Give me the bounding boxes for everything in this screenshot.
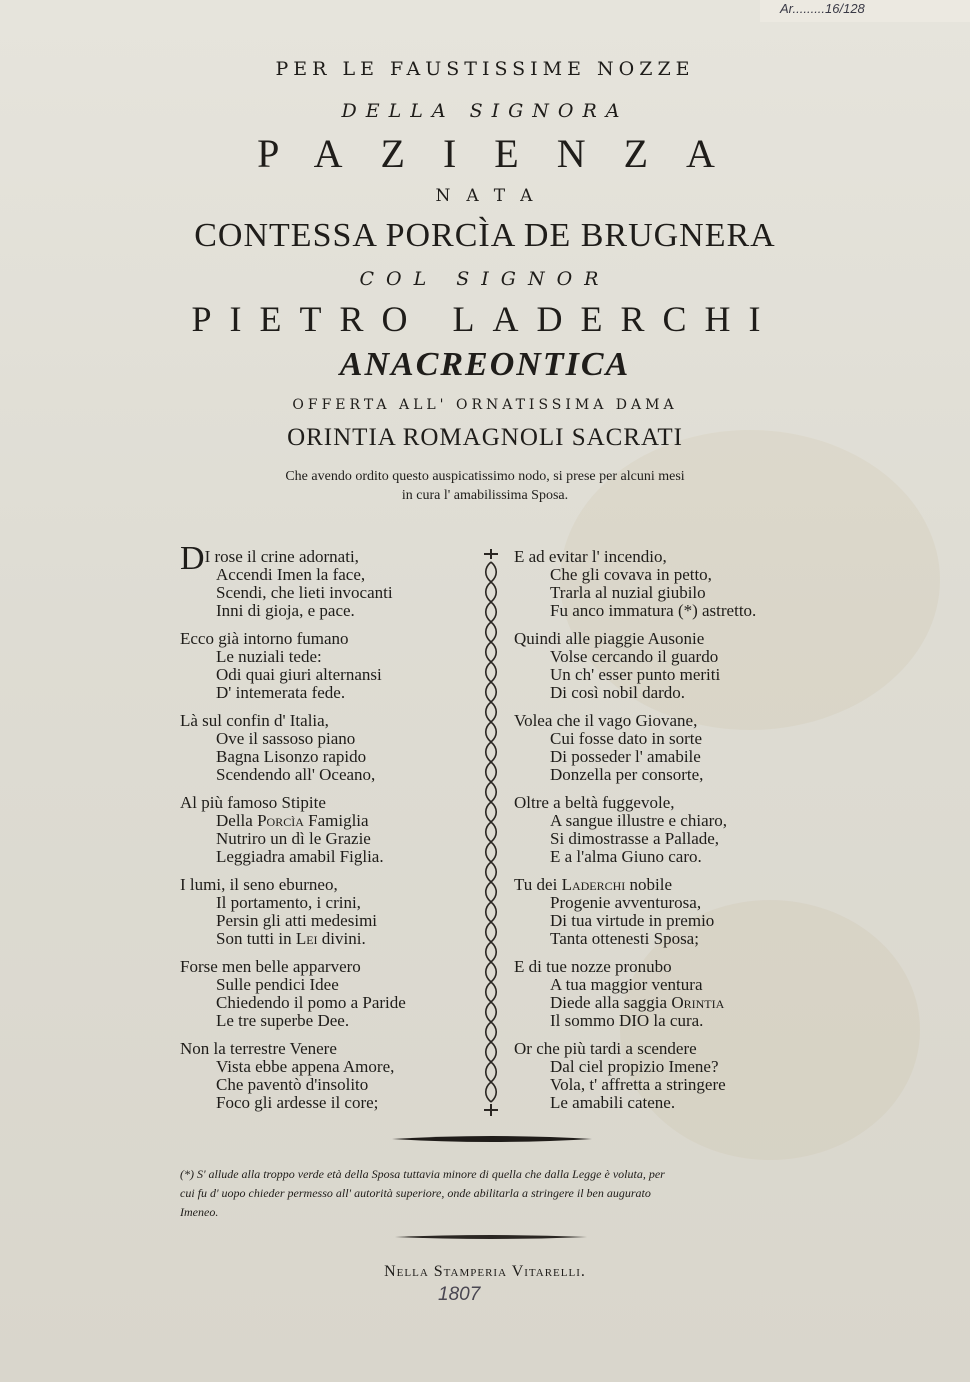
- verse-line: A sangue illustre e chiaro,: [550, 811, 728, 830]
- swell-rule: [395, 1232, 587, 1242]
- verse-line: Cui fosse dato in sorte: [550, 729, 703, 748]
- verse-line: Il sommo DIO la cura.: [550, 1011, 704, 1030]
- verse-line: Che paventò d'insolito: [216, 1075, 369, 1094]
- verse-line: Quindi alle piaggie Ausonie: [514, 629, 705, 648]
- title-line-2: DELLA SIGNORA: [341, 100, 629, 122]
- stanza: [180, 794, 470, 876]
- printer-imprint: Nella Stamperia Vitarelli.: [384, 1263, 586, 1280]
- verse-line: Inni di gioja, e pace.: [216, 601, 355, 620]
- stanza: [514, 630, 814, 712]
- verse-line: Le tre superbe Dee.: [216, 1011, 350, 1030]
- title-line-col-signor: COL SIGNOR: [359, 268, 611, 290]
- verse-line: Persin gli atti medesimi: [216, 911, 378, 930]
- verse-line: E di tue nozze pronubo: [514, 957, 672, 976]
- verse-line: Chiedendo il pomo a Paride: [216, 993, 406, 1012]
- verse-line: Il portamento, i crini,: [216, 893, 361, 912]
- handwritten-date: 1807: [438, 1284, 481, 1305]
- chain-ornament-divider: [480, 548, 502, 1118]
- dedicatee-name-inline: Orintia: [671, 993, 725, 1012]
- footnote-line: Imeneo.: [180, 1205, 219, 1219]
- verse-line: Donzella per consorte,: [550, 765, 704, 784]
- verse-line: Volse cercando il guardo: [550, 647, 719, 666]
- verse-line: Tanta ottenesti Sposa;: [550, 929, 699, 948]
- verse-line: Di tua virtude in premio: [550, 911, 715, 930]
- dedicatee-name: ORINTIA ROMAGNOLI SACRATI: [287, 424, 683, 451]
- stanza: [180, 958, 470, 1040]
- dedication-line-1: Che avendo ordito questo auspicatissimo nodo, si prese per alcuni mesi: [285, 469, 685, 484]
- poem-column-left: [180, 540, 470, 1122]
- verse-line: A tua maggior ventura: [550, 975, 703, 994]
- footnote: [180, 1165, 800, 1222]
- verse-line: Le nuziali tede:: [216, 647, 322, 666]
- verse-line: Volea che il vago Giovane,: [514, 711, 698, 730]
- footnote-line: (*) S' allude alla troppo verde età della Sposa tuttavia minore di quella che dalla Legge è voluta, per: [180, 1167, 665, 1181]
- verse-line: Le amabili catene.: [550, 1093, 676, 1112]
- verse-line: Tu dei Laderchi nobile: [514, 875, 673, 894]
- stanza: [180, 1040, 470, 1122]
- poem-genre: ANACREONTICA: [339, 346, 631, 383]
- verse-line: D' intemerata fede.: [216, 683, 346, 702]
- stanza: [514, 712, 814, 794]
- verse-line: Sulle pendici Idee: [216, 975, 339, 994]
- verse-line: Di così nobil dardo.: [550, 683, 686, 702]
- family-name: Porcìa: [257, 811, 304, 830]
- verse-line: Nutriro un dì le Grazie: [216, 829, 371, 848]
- verse-line: Dal ciel propizio Imene?: [550, 1057, 719, 1076]
- title-line-1: PER LE FAUSTISSIME NOZZE: [275, 58, 695, 80]
- dedication-line-2: in cura l' amabilissima Sposa.: [401, 488, 569, 503]
- verse-line: Foco gli ardesse il core;: [216, 1093, 379, 1112]
- verse-line: Si dimostrasse a Pallade,: [550, 829, 720, 848]
- footnote-line: cui fu d' uopo chieder permesso all' autorità superiore, onde abilitarla a stringere il ben augurato: [180, 1186, 651, 1200]
- verse-line: Progenie avventurosa,: [550, 893, 702, 912]
- verse-line: Ecco già intorno fumano: [180, 629, 349, 648]
- drop-cap: D: [180, 540, 205, 577]
- verse-line: Oltre a beltà fuggevole,: [514, 793, 675, 812]
- verse-line: Ove il sassoso piano: [216, 729, 356, 748]
- stanza: [514, 958, 814, 1040]
- offering-line: OFFERTA ALL' ORNATISSIMA DAMA: [292, 397, 678, 413]
- verse-line: Or che più tardi a scendere: [514, 1039, 697, 1058]
- family-name: Laderchi: [561, 875, 626, 894]
- archive-note: Ar.........16/128: [760, 0, 970, 22]
- verse-line: Un ch' esser punto meriti: [550, 665, 721, 684]
- stanza: [180, 712, 470, 794]
- ornamental-rule: [392, 1133, 592, 1145]
- emphasis-lei: Lei: [295, 929, 318, 948]
- verse-line: Forse men belle apparvero: [180, 957, 361, 976]
- verse-line: Scendi, che lieti invocanti: [216, 583, 393, 602]
- stanza: [514, 1040, 814, 1122]
- verse-line: Diede alla saggia Orintia: [550, 993, 725, 1012]
- verse-line: I lumi, il seno eburneo,: [180, 875, 338, 894]
- verse-line: Là sul confin d' Italia,: [180, 711, 329, 730]
- verse-line: Fu anco immatura (*) astretto.: [550, 601, 757, 620]
- stanza: [514, 876, 814, 958]
- verse-line: Trarla al nuzial giubilo: [550, 583, 706, 602]
- stanza: [514, 794, 814, 876]
- verse-line: Vola, t' affretta a stringere: [550, 1075, 726, 1094]
- verse-line: Bagna Lisonzo rapido: [216, 747, 367, 766]
- stanza: [180, 540, 470, 630]
- bride-family: CONTESSA PORCÌA DE BRUGNERA: [194, 217, 776, 254]
- groom-name: PIETRO LADERCHI: [191, 299, 779, 339]
- verse-line: Accendi Imen la face,: [216, 565, 366, 584]
- verse-line: Son tutti in Lei divini.: [216, 929, 366, 948]
- poem-column-right: [514, 548, 814, 1122]
- verse-line: Non la terrestre Venere: [180, 1039, 337, 1058]
- verse-line: E a l'alma Giuno caro.: [550, 847, 702, 866]
- verse-line: Al più famoso Stipite: [180, 793, 326, 812]
- verse-line: Che gli covava in petto,: [550, 565, 712, 584]
- verse-line: Leggiadra amabil Figlia.: [216, 847, 384, 866]
- stanza: [180, 876, 470, 958]
- verse-line: Della Porcìa Famiglia: [216, 811, 369, 830]
- bride-name: PAZIENZA: [257, 131, 753, 176]
- verse-line: Odi quai giuri alternansi: [216, 665, 382, 684]
- verse-line: I rose il crine adornati,: [204, 547, 359, 566]
- verse-line: Scendendo all' Oceano,: [216, 765, 376, 784]
- stanza: [180, 630, 470, 712]
- verse-line: Di posseder l' amabile: [550, 747, 701, 766]
- verse-line: Vista ebbe appena Amore,: [216, 1057, 395, 1076]
- stanza: [514, 548, 814, 630]
- verse-line: E ad evitar l' incendio,: [514, 547, 667, 566]
- title-line-nata: NATA: [435, 186, 549, 206]
